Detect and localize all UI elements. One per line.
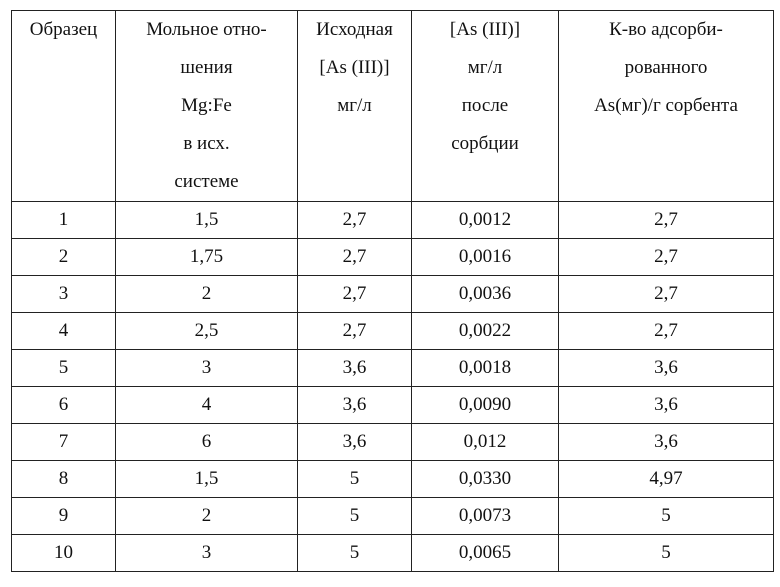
header-line: системе <box>174 171 239 192</box>
table-row <box>12 239 774 276</box>
cell-sample: 9 <box>12 498 116 535</box>
cell-adsorbed: 2,7 <box>559 313 774 350</box>
cell-adsorbed: 3,6 <box>559 387 774 424</box>
cell-sample: 5 <box>12 350 116 387</box>
cell-arsenic-after: 0,0330 <box>412 461 559 498</box>
header-arsenic-after-sorption <box>412 11 559 202</box>
cell-adsorbed: 2,7 <box>559 276 774 313</box>
cell-arsenic-after: 0,0065 <box>412 535 559 572</box>
cell-arsenic-after: 0,012 <box>412 424 559 461</box>
cell-sample: 8 <box>12 461 116 498</box>
cell-molar-ratio: 2,5 <box>116 313 298 350</box>
header-line: [As (III)] <box>449 19 521 40</box>
cell-molar-ratio: 1,5 <box>116 461 298 498</box>
cell-sample: 3 <box>12 276 116 313</box>
header-adsorbed-amount <box>559 11 774 202</box>
header-line: [As (III)] <box>319 57 390 78</box>
cell-adsorbed: 2,7 <box>559 202 774 239</box>
header-line: сорбции <box>451 133 519 154</box>
header-line: As(мг)/г сорбента <box>594 95 738 116</box>
header-sample <box>12 11 116 202</box>
sorption-table-container <box>11 10 773 572</box>
cell-initial-arsenic: 5 <box>298 498 412 535</box>
cell-arsenic-after: 0,0036 <box>412 276 559 313</box>
table-row <box>12 535 774 572</box>
cell-arsenic-after: 0,0073 <box>412 498 559 535</box>
cell-initial-arsenic: 2,7 <box>298 239 412 276</box>
table-row <box>12 461 774 498</box>
cell-initial-arsenic: 5 <box>298 535 412 572</box>
header-line: Образец <box>29 19 98 40</box>
header-line: шения <box>180 57 233 78</box>
table-row <box>12 276 774 313</box>
header-line: Мольное отно- <box>146 19 267 40</box>
cell-adsorbed: 4,97 <box>559 461 774 498</box>
table-row <box>12 498 774 535</box>
header-line: рованного <box>624 57 708 78</box>
table-row <box>12 313 774 350</box>
header-initial-arsenic <box>298 11 412 202</box>
cell-sample: 2 <box>12 239 116 276</box>
cell-initial-arsenic: 2,7 <box>298 313 412 350</box>
table-row <box>12 387 774 424</box>
cell-sample: 4 <box>12 313 116 350</box>
header-line: в исх. <box>183 133 230 154</box>
cell-sample: 6 <box>12 387 116 424</box>
cell-molar-ratio: 6 <box>116 424 298 461</box>
cell-sample: 10 <box>12 535 116 572</box>
table-row <box>12 424 774 461</box>
cell-arsenic-after: 0,0022 <box>412 313 559 350</box>
cell-adsorbed: 3,6 <box>559 350 774 387</box>
sorption-results-table <box>11 10 774 572</box>
cell-molar-ratio: 1,75 <box>116 239 298 276</box>
header-line: после <box>461 95 509 116</box>
cell-arsenic-after: 0,0012 <box>412 202 559 239</box>
cell-initial-arsenic: 3,6 <box>298 387 412 424</box>
cell-molar-ratio: 2 <box>116 276 298 313</box>
cell-molar-ratio: 1,5 <box>116 202 298 239</box>
header-line: мг/л <box>337 95 372 116</box>
cell-arsenic-after: 0,0018 <box>412 350 559 387</box>
cell-sample: 1 <box>12 202 116 239</box>
cell-adsorbed: 2,7 <box>559 239 774 276</box>
cell-molar-ratio: 3 <box>116 350 298 387</box>
cell-initial-arsenic: 3,6 <box>298 350 412 387</box>
table-header-row <box>12 11 774 202</box>
cell-adsorbed: 5 <box>559 498 774 535</box>
header-line: мг/л <box>467 57 503 78</box>
cell-molar-ratio: 4 <box>116 387 298 424</box>
cell-adsorbed: 3,6 <box>559 424 774 461</box>
header-line: Mg:Fe <box>181 95 232 116</box>
cell-arsenic-after: 0,0090 <box>412 387 559 424</box>
cell-adsorbed: 5 <box>559 535 774 572</box>
cell-initial-arsenic: 2,7 <box>298 276 412 313</box>
cell-molar-ratio: 3 <box>116 535 298 572</box>
header-line: Исходная <box>316 19 393 40</box>
header-line: К-во адсорби- <box>609 19 723 40</box>
cell-molar-ratio: 2 <box>116 498 298 535</box>
cell-initial-arsenic: 2,7 <box>298 202 412 239</box>
cell-initial-arsenic: 5 <box>298 461 412 498</box>
cell-sample: 7 <box>12 424 116 461</box>
cell-initial-arsenic: 3,6 <box>298 424 412 461</box>
cell-arsenic-after: 0,0016 <box>412 239 559 276</box>
table-row <box>12 350 774 387</box>
table-row <box>12 202 774 239</box>
header-molar-ratio <box>116 11 298 202</box>
